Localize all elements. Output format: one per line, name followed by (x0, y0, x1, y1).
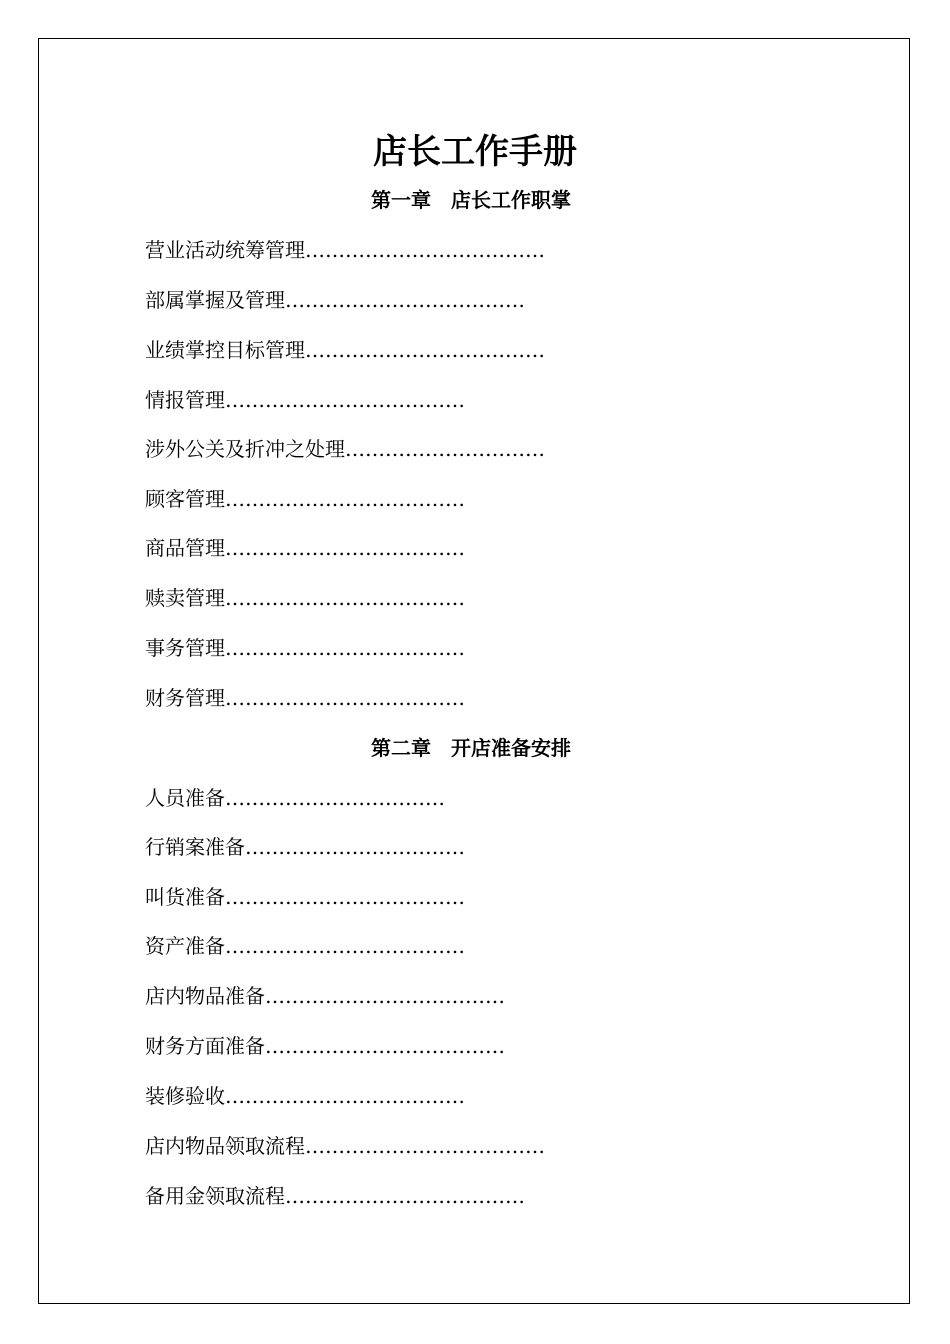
toc-entry[interactable]: 财务管理……………………………… (145, 686, 465, 710)
toc-entry[interactable]: 商品管理……………………………… (145, 536, 465, 560)
toc-entry[interactable]: 备用金领取流程……………………………… (145, 1184, 525, 1208)
document-title: 店长工作手册 (373, 132, 577, 172)
toc-entry[interactable]: 涉外公关及折冲之处理………………………… (145, 437, 545, 461)
toc-entry[interactable]: 店内物品领取流程……………………………… (145, 1134, 545, 1158)
toc-entry[interactable]: 顾客管理……………………………… (145, 487, 465, 511)
toc-entry[interactable]: 财务方面准备……………………………… (145, 1034, 505, 1058)
toc-entry[interactable]: 装修验收……………………………… (145, 1084, 465, 1108)
toc-entry[interactable]: 业绩掌控目标管理……………………………… (145, 338, 545, 362)
chapter-2-heading: 第二章 开店准备安排 (371, 736, 571, 760)
page-border (38, 38, 910, 1304)
toc-entry[interactable]: 人员准备…………………………… (145, 786, 445, 810)
toc-entry[interactable]: 营业活动统筹管理……………………………… (145, 238, 545, 262)
toc-entry[interactable]: 赎卖管理……………………………… (145, 586, 465, 610)
toc-entry[interactable]: 部属掌握及管理……………………………… (145, 288, 525, 312)
toc-entry[interactable]: 事务管理……………………………… (145, 636, 465, 660)
toc-entry[interactable]: 叫货准备……………………………… (145, 885, 465, 909)
toc-entry[interactable]: 情报管理……………………………… (145, 388, 465, 412)
chapter-1-heading: 第一章 店长工作职掌 (371, 188, 571, 212)
toc-entry[interactable]: 店内物品准备……………………………… (145, 984, 505, 1008)
toc-entry[interactable]: 行销案准备…………………………… (145, 835, 465, 859)
toc-entry[interactable]: 资产准备……………………………… (145, 934, 465, 958)
